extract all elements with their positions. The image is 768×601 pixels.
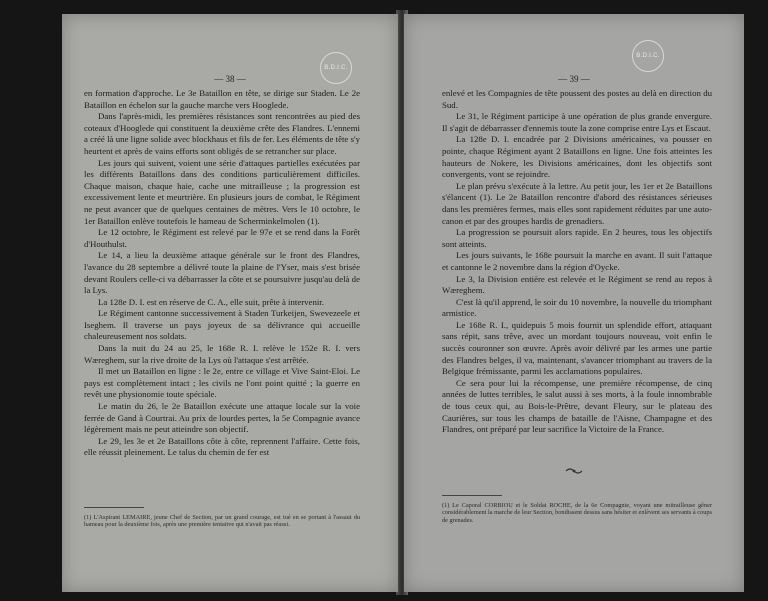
page-number: — 39 —	[558, 74, 590, 84]
paragraph: Le 31, le Régiment participe à une opération de plus grande envergure. Il s'agit de débarrasser d'ennemis toute la zone comprise entre Lys et Escaut.	[442, 111, 712, 133]
paragraph: Les jours suivants, le 168e poursuit la marche en avant. Il suit l'attaque et cantonne le 2 novembre dans la région d'Oycke.	[442, 250, 712, 272]
paragraph: La 128e D. I. encadrée par 2 Divisions américaines, va pousser en pointe, chaque Régiment ayant 2 Bataillons en ligne. Une fois atteintes les hauteurs de Nokere, les Divisions américaines, dont les objectifs sont convergents, vont se rejoindre.	[442, 134, 712, 180]
footnote-rule	[442, 495, 502, 496]
paragraph: Il met un Bataillon en ligne : le 2e, entre ce village et Vive Saint-Eloi. Le pays est complètement intact ; les civils ne l'ont point quitté ; la guerre en revêt une physionomie toute spéciale.	[84, 366, 360, 400]
paragraph: Le 168e R. I., quidepuis 5 mois fournit un splendide effort, attaquant sans répit, sans trêve, avec un mordant toujours nouveau, voit enfin le succès couronner son œuvre. Après avoir délivré par les armes une partie des Flandres belges, il va, maintenant, s'avancer triomphant au travers de la Belgique frémissante, parmi les acclamations populaires.	[442, 319, 712, 377]
library-stamp-icon: B.D.I.C.	[320, 52, 352, 84]
paragraph: Les jours qui suivent, voient une série d'attaques partielles exécutées par les différents Bataillons dans des conditions particulièrement difficiles. Chaque maison, chaque haie, cache une mitrailleuse ; la progression est excessivement lente et meurtrière. En plusieurs jours de combat, le Régiment ne peut avancer que de quelques centaines de mètres. Vers le 10 octobre, le 1er Bataillon enlève toutefois le hameau de Scherminkelmolen (1).	[84, 157, 360, 226]
paragraph: Le 12 octobre, le Régiment est relevé par le 97e et se rend dans la Forêt d'Houthulst.	[84, 227, 360, 249]
paragraph: Le 29, les 3e et 2e Bataillons côte à côte, reprennent l'affaire. Cette fois, elle réussit pleinement. Le talus du chemin de fer est	[84, 435, 360, 458]
right-page	[404, 14, 744, 592]
footnote: (1) L'Aspirant LEMAIRE, jeune Chef de Section, par un grand courage, est tué en se portant à l'assaut du hameau pour la deuxième fois, après une première tentative qui n'avait pas réussi.	[84, 514, 360, 529]
page-body	[442, 88, 712, 436]
paragraph: La progression se poursuit alors rapide. En 2 heures, tous les objectifs sont atteints.	[442, 227, 712, 249]
paragraph: en formation d'approche. Le 3e Bataillon en tête, se dirige sur Staden. Le 2e Bataillon en échelon sur la gauche marche vers Hooglede.	[84, 88, 360, 110]
paragraph: C'est là qu'il apprend, le soir du 10 novembre, la nouvelle du triomphant armistice.	[442, 296, 712, 319]
page-body	[84, 88, 360, 459]
fleuron-ornament-icon	[564, 466, 584, 476]
paragraph: Le plan prévu s'exécute à la lettre. Au petit jour, les 1er et 2e Bataillons s'élancent (1). Le 2e Bataillon rencontre d'abord des résistances sérieuses dans les premières fermes, mais elles sont rapidement réduites par une auto-canon et par des groupes hardis de grenadiers.	[442, 180, 712, 226]
paragraph: Le 3, la Division entière est relevée et le Régiment se rend au repos à Wæreghem.	[442, 273, 712, 296]
paragraph: Ce sera pour lui la récompense, une première récompense, de cinq années de luttes terribles, le salut aussi à ses morts, à la foule innombrable de tous ceux qui, au Bois-le-Prêtre, devant Fleury, sur le plateau des Caurières, sur tous les champs de bataille de l'Aisne, Champagne et des Flandres, ont préparé par leur sacrifice la Victoire de la France.	[442, 377, 712, 435]
footnote-rule	[84, 507, 144, 508]
page-number: — 38 —	[214, 74, 246, 84]
paragraph: La 128e D. I. est en réserve de C. A., elle suit, prête à intervenir.	[98, 296, 324, 307]
paragraph: enlevé et les Compagnies de tête poussent des postes au delà en direction du Sud.	[442, 88, 712, 110]
footnote: (1) Le Caporal CORBIOU et le Soldat ROCHE, de la 6e Compagnie, voyant une mitrailleuse gêner considérablement la marche de leur Section, bondissent dessus sans hésiter et enlèvent ses servants à coups de grenades.	[442, 502, 712, 524]
paragraph: Dans l'après-midi, les premières résistances sont rencontrées au pied des coteaux d'Hooglede qui constituent la deuxième crête des Flandres. L'ennemi a créé là une ligne solide avec blockhaus et fils de fer. Les éléments de tête s'y heurtent et après de vains efforts sont obligés de se retrancher sur place.	[84, 111, 360, 156]
paragraph: Le Régiment cantonne successivement à Staden Turkeijen, Swevezeele et Iseghem. Il traverse un pays joyeux de sa délivrance qui accueille chaleureusement nos soldats.	[84, 308, 360, 342]
library-stamp-icon: B.D.I.C.	[632, 40, 664, 72]
paragraph: Dans la nuit du 24 au 25, le 168e R. I. relève le 152e R. I. vers Wæreghem, sur la rive droite de la Lys où l'attaque s'est arrêtée.	[84, 343, 360, 365]
book-spread	[18, 10, 768, 595]
paragraph: Le 14, a lieu la deuxième attaque générale sur le front des Flandres, l'avance du 28 septembre a délivré toute la plaine de l'Yser, mais s'est brisée devant Roulers celle-ci va débarrasser la côte et se poursuivre jusqu'au delà de la Lys.	[84, 250, 360, 296]
paragraph: Le matin du 26, le 2e Bataillon exécute une attaque locale sur la voie ferrée de Gand à Courtrai. Au prix de lourdes pertes, la 5e Compagnie avance légèrement mais ne peut atteindre son objectif.	[84, 401, 360, 435]
left-page	[62, 14, 398, 592]
